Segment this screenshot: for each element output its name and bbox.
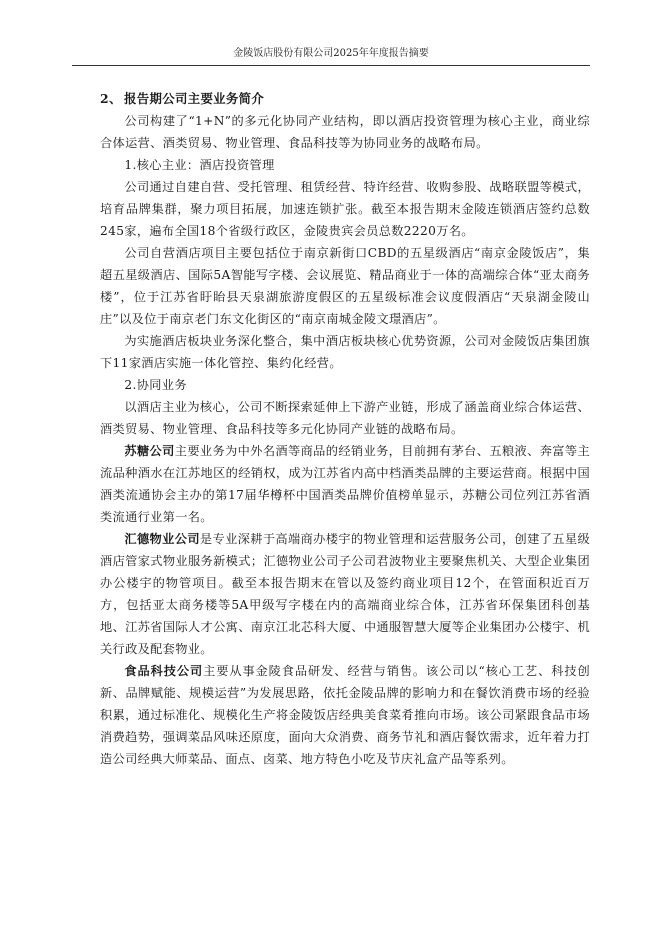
section-title: 报告期公司主要业务简介 (124, 91, 265, 106)
sutang-company-name: 苏糖公司 (124, 444, 175, 458)
sutang-paragraph (100, 440, 590, 528)
food-tech-description: 主要从事金陵食品研发、经营与销售。该公司以“核心工艺、科技创新、品牌赋能、规模运营”为发展思路，依托金陵品牌的影响力和在餐饮消费市场的经验积累，通过标准化、规模化生产将金陵饭店经典美食菜肴推向市场。该公司紧跟食品市场消费趋势，强调菜品风味还原度，面向大众消费、商务节礼和酒店餐饮需求，近年着力打造公司经典大师菜品、面点、卤菜、地方特色小吃及节庆礼盒产品等系列。 (100, 664, 591, 766)
page-header (72, 47, 590, 66)
core-business-heading: 1.核心主业：酒店投资管理 (124, 158, 275, 172)
intro-paragraph: 公司构建了“1+N”的多元化协同产业结构，即以酒店投资管理为核心主业，商业综合体运营、酒类贸易、物业管理、食品科技等为协同业务的战略布局。 (100, 114, 590, 150)
synergy-business-heading: 2.协同业务 (124, 378, 187, 392)
core-paragraph-2: 公司自营酒店项目主要包括位于南京新街口CBD的五星级酒店“南京金陵饭店”，集超五星级酒店、国际5A智能写字楼、会议展览、精品商业于一体的高端综合体“亚太商务楼”，位于江苏省盱眙县天泉湖旅游度假区的五星级标准会议度假酒店“天泉湖金陵山庄”以及位于南京老门东文化街区的“南京南城金陵文璟酒店”。 (100, 246, 590, 326)
report-body (100, 88, 590, 770)
huide-company-name: 汇德物业公司 (124, 532, 200, 546)
food-tech-company-name: 食品科技公司 (124, 664, 204, 678)
report-title: 金陵饭店股份有限公司2025年年度报告摘要 (233, 48, 429, 59)
huide-description: 是专业深耕于高端商办楼宇的物业管理和运营服务公司，创建了五星级酒店管家式物业服务新模式；汇德物业公司子公司君波物业主要聚焦机关、大型企业集团办公楼宇的物管项目。截至本报告期末在管以及签约商业项目12个，在管面积近百万方，包括亚太商务楼等5A甲级写字楼在内的高端商业综合体，江苏省环保集团科创基地、江苏省国际人才公寓、南京江北芯科大厦、中通服智慧大厦等企业集团办公楼宇、机关行政及配套物业。 (100, 532, 590, 656)
huide-paragraph (100, 528, 590, 660)
food-tech-paragraph (100, 660, 590, 770)
section-number: 2、 (100, 91, 122, 106)
core-paragraph-1: 公司通过自建自营、受托管理、租赁经营、特许经营、收购参股、战略联盟等模式，培育品牌集群，聚力项目拓展，加速连锁扩张。截至本报告期末金陵连锁酒店签约总数245家，遍布全国18个省级行政区，金陵贵宾会员总数2220万名。 (100, 180, 590, 238)
synergy-intro-paragraph: 以酒店主业为核心，公司不断探索延伸上下游产业链，形成了涵盖商业综合体运营、酒类贸易、物业管理、食品科技等多元化协同产业链的战略布局。 (100, 400, 590, 436)
sutang-description: 主要业务为中外名酒等商品的经销业务，目前拥有茅台、五粮液、奔富等主流品种酒水在江苏地区的经销权，成为江苏省内高中档酒类品牌的主要运营商。根据中国酒类流通协会主办的第17届华樽杯中国酒类品牌价值榜单显示，苏糖公司位列江苏省酒类流通行业第一名。 (100, 444, 590, 524)
section-heading (100, 88, 590, 110)
core-paragraph-3: 为实施酒店板块业务深化整合，集中酒店板块核心优势资源，公司对金陵饭店集团旗下11家酒店实施一体化管控、集约化经营。 (100, 334, 590, 370)
